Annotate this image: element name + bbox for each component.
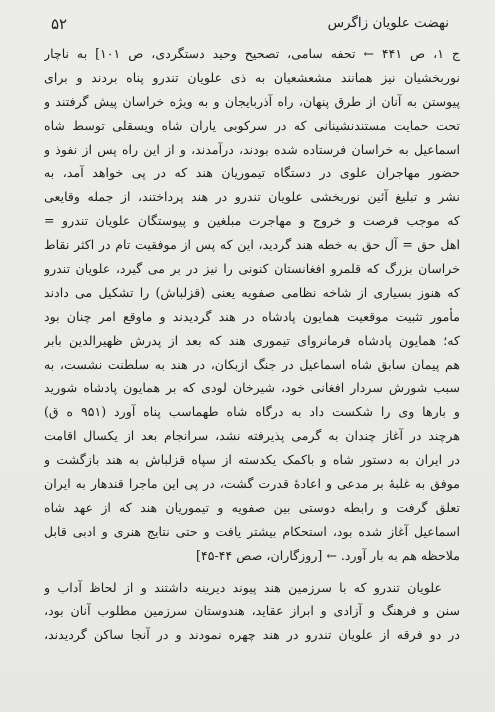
text-line: اسماعیل به خراسان فرستاده شده بودند، درآمدند، و از این راه پس از نفوذ و [44,141,460,157]
text-line: خراسان بزرگ که قلمرو افغانستان کنونی را نیز در بر می گیرد، علویان تندرو [44,261,460,277]
text-line: تحت حمایت مستندنشینانی که در سرکوبی یاران شاه ویسقلی توسط شاه [44,117,460,133]
page-number: ۵۲ [51,15,68,33]
text-line: و بارها وی را شکست داد به درگاه شاه طهماسب پناه آورد (۹۵۱ ه ق) [44,404,460,420]
text-line: اهل حق = آل حق به خطه هند گردید، این که پس از موفقیت تام در اکثر نقاط [44,237,460,253]
paragraph [44,42,460,568]
body-text [44,42,460,647]
text-line: پیوستن به آنان از طرق پنهان، راه آذربایجان و به ویژه خراسان پیش گرفتند و [44,93,460,109]
text-line: در دو فرقه از علویان تندرو در هند چهره نمودند و در آنجا ساکن گردیدند، [44,627,460,643]
text-line: نوربخشیان نیز همانند مشعشعیان به ذی علویان تندرو پناه بردند و برای [44,69,460,85]
text-line: علویان تندرو که با سرزمین هند پیوند دیرینه داشتند و از لحاظ آداب و [44,579,442,595]
text-line: نشر و تبلیغ آئین نوربخشی علویان تندرو در هند پرداختند، از جمله وقایعی [44,189,460,205]
text-line: سنن و فرهنگ و آزادی و ابراز عقاید، هندوستان سرزمین مطلوب آنان بود، [44,603,460,619]
text-line: ملاحظه هم به بار آورد. ← [روزگاران، صص ۴۴-۴۵] [196,547,460,563]
paragraph [44,576,460,648]
text-line: اسماعیل آغاز شده بود، استحکام بیشتر یافت و حتی نتایج هنری و ادبی قابل [44,523,460,539]
text-line: هرچند در آغاز چندان به گرمی پذیرفته نشد، سرانجام بعد از یکسال اقامت [44,428,460,444]
text-line: در ایران به دستور شاه و باکمک یکدسته از سپاه قزلباش به هند بازگشت و [44,452,460,468]
text-line: تعلق گرفت و رابطه دوستی بین صفویه و تیموریان هند که از عهد شاه [44,499,460,515]
text-line: که هنوز بسیاری از شاخه نظامی صفویه یعنی (قزلباش) را تشکیل می دادند [44,284,460,300]
text-line: هم پیمان سابق شاه اسماعیل در جنگ ازبکان، در هند به سلطنت نشست، به [44,356,460,372]
text-line: که موجب فرصت و خروج و مهاجرت مبلغین و پیوستگان علویان تندرو = [44,213,460,229]
text-line: سبب شورش سردار افغانی خود، شیرخان لودی که بر همایون پادشاه شورید [44,380,460,396]
text-line: موفق به غلبهٔ بر مدعی و اعادهٔ قدرت گشت، در پی این ماجرا قندهار به ایران [44,476,460,492]
text-line: که؛ همایون پادشاه فرمانروای تیموری هند که بعد از پدرش ظهیرالدین بابر [44,332,460,348]
running-title: نهضت علویان زاگرس [327,15,449,31]
text-line: ج ۱، ص ۴۴۱ ← تحفه سامی، تصحیح وحید دستگردی، ص ۱۰۱] به ناچار [44,46,460,61]
text-line: حضور مهاجران علوی در دستگاه تیموریان هند که در پی خواهد آمد، به [44,165,460,181]
text-line: مأمور تثبیت موقعیت همایون پادشاه در هند گردیدند و ماوقع امر چنان بود [44,308,460,324]
